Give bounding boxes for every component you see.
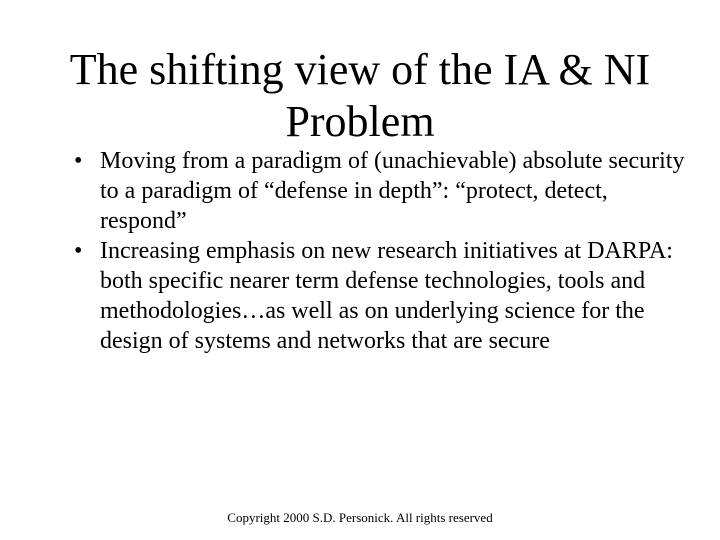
bullet-text: Increasing emphasis on new research initiatives at DARPA: both specific nearer term defense technologies, tools and methodologies…as well as on underlying science for the design of systems and networks that are secure [100, 238, 673, 354]
bullet-text: Moving from a paradigm of (unachievable) absolute security to a paradigm of “defense in depth”: “protect, detect, respond” [100, 148, 685, 234]
bullet-list [74, 146, 694, 356]
bullet-marker: • [74, 238, 83, 264]
copyright-footer: Copyright 2000 S.D. Personick. All rights reserved [227, 510, 493, 525]
slide-title: The shifting view of the IA & NI Problem [69, 45, 651, 146]
bullet-item [74, 146, 694, 236]
bullet-item [74, 236, 694, 356]
bullet-marker: • [74, 148, 83, 174]
